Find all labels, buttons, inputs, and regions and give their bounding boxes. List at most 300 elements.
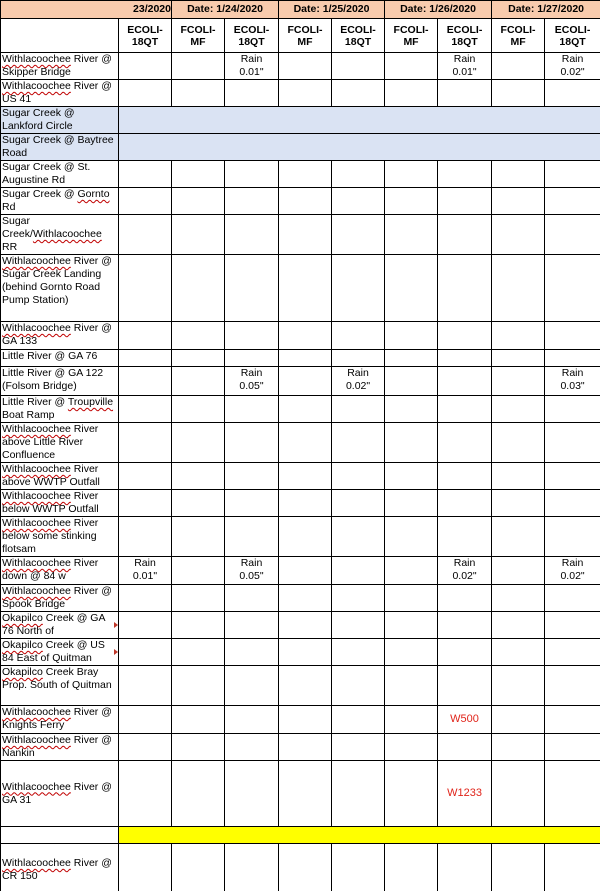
reading-cell [172,161,225,188]
reading-cell [545,517,600,557]
reading-cell [172,396,225,423]
reading-cell [119,255,172,322]
reading-cell [332,161,385,188]
spellcheck-underlined-word: Okapilco [2,612,43,624]
reading-cell: Rain 0.05" [225,557,279,585]
reading-cell [545,255,600,322]
reading-cell [332,423,385,463]
reading-cell [332,255,385,322]
reading-cell [438,255,492,322]
reading-cell [385,612,438,639]
site-row [1,396,600,423]
sample-id: W1233 [438,761,492,827]
reading-cell [438,215,492,255]
reading-cell [385,322,438,350]
reading-cell [225,490,279,517]
spellcheck-underlined-word: Okapilco [2,639,43,651]
parameter-header: ECOLI- 18QT [332,19,385,53]
parameter-header-row [1,19,600,53]
reading-cell [279,463,332,490]
spellcheck-underlined-word: Withlacoochee [2,706,71,718]
parameter-header: ECOLI- 18QT [545,19,600,53]
spellcheck-underlined-word: Withlacoochee [2,322,71,334]
spellcheck-underlined-word: Gornto [77,188,110,200]
reading-cell [119,350,172,367]
reading-cell [385,215,438,255]
reading-cell [279,490,332,517]
reading-cell [332,666,385,706]
spellcheck-underlined-word: Withlacoochee [2,490,71,502]
reading-cell [279,215,332,255]
reading-cell [225,188,279,215]
reading-cell [279,255,332,322]
reading-cell [545,639,600,666]
reading-cell [225,161,279,188]
reading-cell [545,585,600,612]
reading-cell [385,80,438,107]
reading-cell [172,490,225,517]
site-name: Withlacoochee River @ US 41 [1,80,119,107]
site-name: Withlacoochee River above Little River Confluence [1,423,119,463]
reading-cell [119,367,172,396]
reading-cell [385,761,438,827]
reading-cell [172,666,225,706]
reading-cell [332,322,385,350]
site-name: Withlacoochee River @ Nankin [1,734,119,761]
reading-cell [545,215,600,255]
reading-cell [492,666,545,706]
reading-cell [172,255,225,322]
spellcheck-underlined-word: Withlacoochee [2,423,71,435]
reading-cell [279,557,332,585]
reading-cell [492,255,545,322]
reading-cell [438,80,492,107]
site-row [1,666,600,706]
reading-cell [172,844,225,891]
site-name: Withlacoochee River @ Skipper Bridge [1,53,119,80]
reading-cell [119,396,172,423]
reading-cell [172,517,225,557]
reading-cell [492,463,545,490]
site-row [1,557,600,585]
reading-cell [119,490,172,517]
site-row [1,53,600,80]
spellcheck-underlined-word: Withlacoochee [2,857,71,869]
reading-cell [119,322,172,350]
parameter-header: ECOLI- 18QT [225,19,279,53]
reading-cell [492,490,545,517]
reading-cell [119,844,172,891]
site-name: Sugar Creek/Withlacoochee RR [1,215,119,255]
site-name: Sugar Creek @ Baytree Road [1,134,119,161]
reading-cell [385,517,438,557]
site-row [1,107,600,134]
reading-cell [279,53,332,80]
parameter-header: FCOLI- MF [279,19,332,53]
reading-cell [385,734,438,761]
reading-cell [225,706,279,734]
site-row [1,517,600,557]
reading-cell [492,396,545,423]
reading-cell [545,188,600,215]
reading-cell [332,585,385,612]
reading-cell [225,666,279,706]
site-name: Sugar Creek @ Gornto Rd [1,188,119,215]
reading-cell [492,53,545,80]
reading-cell [438,585,492,612]
reading-cell [545,80,600,107]
reading-cell [225,585,279,612]
reading-cell [545,761,600,827]
reading-cell [279,585,332,612]
reading-cell [385,490,438,517]
reading-cell [545,734,600,761]
spellcheck-underlined-word: Okapilco [2,666,43,678]
reading-cell [279,188,332,215]
site-row [1,734,600,761]
site-row [1,215,600,255]
reading-cell [332,734,385,761]
site-name [1,827,119,844]
reading-cell: Rain 0.03" [545,367,600,396]
reading-cell [438,367,492,396]
reading-cell [279,612,332,639]
spellcheck-underlined-word: Withlacoochee [2,734,71,746]
reading-cell [172,215,225,255]
reading-cell [172,612,225,639]
site-name: Okapilco Creek @ US 84 East of Quitman [1,639,119,666]
reading-cell [332,761,385,827]
reading-cell [492,80,545,107]
parameter-header: FCOLI- MF [385,19,438,53]
reading-cell [225,844,279,891]
date-header: Date: 1/25/2020 [279,1,385,19]
reading-cell [279,844,332,891]
reading-cell [332,612,385,639]
reading-cell [332,490,385,517]
site-name: Withlacoochee River @ Sugar Creek Landing (behind Gornto Road Pump Station) [1,255,119,322]
reading-cell [172,367,225,396]
reading-cell [119,612,172,639]
spellcheck-underlined-word: Withlacoochee [2,80,71,92]
spellcheck-underlined-word: Withlacoochee [2,255,71,267]
site-name: Withlacoochee River above WWTP Outfall [1,463,119,490]
site-row [1,585,600,612]
reading-cell [119,517,172,557]
reading-cell: Rain 0.01" [225,53,279,80]
reading-cell [385,666,438,706]
reading-cell [225,396,279,423]
site-row [1,255,600,322]
spellcheck-underlined-word: Withlacoochee [2,463,71,475]
spellcheck-underlined-word: Withlacoochee [2,780,71,793]
reading-cell [172,322,225,350]
reading-cell [332,350,385,367]
reading-cell [172,53,225,80]
reading-cell [438,844,492,891]
site-row [1,134,600,161]
reading-cell [492,844,545,891]
site-row [1,827,600,844]
reading-cell: Rain 0.05" [225,367,279,396]
reading-cell [279,706,332,734]
reading-cell [438,666,492,706]
reading-cell [119,423,172,463]
reading-cell [438,423,492,463]
reading-cell [438,350,492,367]
reading-cell [279,423,332,463]
reading-cell [545,463,600,490]
highlight-band [119,107,600,134]
reading-cell [172,585,225,612]
reading-cell [119,80,172,107]
reading-cell [332,396,385,423]
spellcheck-underlined-word: Withlacoochee [32,228,102,240]
reading-cell [332,517,385,557]
reading-cell [279,322,332,350]
highlight-band [119,134,600,161]
reading-cell: Rain 0.02" [332,367,385,396]
date-header-row [1,1,600,19]
reading-cell [492,557,545,585]
reading-cell [385,367,438,396]
site-row [1,463,600,490]
reading-cell [438,734,492,761]
parameter-header: ECOLI- 18QT [119,19,172,53]
reading-cell [438,188,492,215]
reading-cell [172,350,225,367]
reading-cell: Rain 0.02" [545,53,600,80]
reading-cell [332,53,385,80]
site-name: Withlacoochee River @ GA 133 [1,322,119,350]
reading-cell [172,188,225,215]
reading-cell [385,188,438,215]
cell-comment-indicator-icon [114,649,118,655]
reading-cell [225,350,279,367]
reading-cell [385,844,438,891]
reading-cell: Rain 0.02" [438,557,492,585]
reading-cell [492,517,545,557]
reading-cell [172,423,225,463]
reading-cell [545,322,600,350]
site-name: Okapilco Creek @ GA 76 North of [1,612,119,639]
reading-cell [385,53,438,80]
reading-cell [279,734,332,761]
reading-cell [279,367,332,396]
site-name: Sugar Creek @ Lankford Circle [1,107,119,134]
spellcheck-underlined-word: Withlacoochee [2,557,71,569]
reading-cell [332,639,385,666]
site-name: Little River @ Troupville Boat Ramp [1,396,119,423]
site-row [1,161,600,188]
reading-cell [332,463,385,490]
reading-cell [438,463,492,490]
reading-cell [225,612,279,639]
site-name: Sugar Creek @ St. Augustine Rd [1,161,119,188]
reading-cell [225,322,279,350]
reading-cell [279,396,332,423]
reading-cell [438,322,492,350]
site-row [1,367,600,396]
reading-cell [119,734,172,761]
site-row [1,761,600,827]
reading-cell [225,734,279,761]
reading-cell [332,188,385,215]
reading-cell [225,80,279,107]
reading-cell [545,423,600,463]
reading-cell [545,396,600,423]
reading-cell [225,463,279,490]
reading-cell [172,557,225,585]
reading-cell [385,585,438,612]
reading-cell [438,161,492,188]
reading-cell [545,350,600,367]
spellcheck-underlined-word: Withlacoochee [2,53,71,65]
sample-id: W500 [438,706,492,734]
reading-cell [545,490,600,517]
reading-cell [545,666,600,706]
reading-cell [385,255,438,322]
site-row [1,350,600,367]
site-name: Withlacoochee River below WWTP Outfall [1,490,119,517]
reading-cell [225,423,279,463]
reading-cell [172,734,225,761]
date-header: Date: 1/24/2020 [172,1,279,19]
reading-cell [119,761,172,827]
reading-cell [492,350,545,367]
reading-cell [492,585,545,612]
date-header: Date: 1/26/2020 [385,1,492,19]
reading-cell [332,80,385,107]
reading-cell [172,639,225,666]
spellcheck-underlined-word: Withlacoochee [2,585,71,597]
reading-cell [279,761,332,827]
reading-cell [225,517,279,557]
site-row [1,612,600,639]
reading-cell [172,706,225,734]
reading-cell [385,706,438,734]
reading-cell [225,639,279,666]
reading-cell [279,517,332,557]
site-row [1,423,600,463]
reading-cell [545,161,600,188]
cell-comment-indicator-icon [114,622,118,628]
reading-cell [492,639,545,666]
reading-cell [438,639,492,666]
reading-cell [385,463,438,490]
site-name: Little River @ GA 122 (Folsom Bridge) [1,367,119,396]
reading-cell [438,517,492,557]
reading-cell [438,490,492,517]
reading-cell [492,761,545,827]
spellcheck-underlined-word: Troupville [67,396,114,408]
site-name: Withlacoochee River below some stinking flotsam [1,517,119,557]
reading-cell [492,322,545,350]
reading-cell [119,706,172,734]
site-row [1,639,600,666]
site-name: Withlacoochee River @ GA 31 [1,761,119,827]
parameter-header: ECOLI- 18QT [438,19,492,53]
parameter-header: FCOLI- MF [492,19,545,53]
parameter-header: FCOLI- MF [172,19,225,53]
date-header: Date: 1/27/2020 [492,1,600,19]
reading-cell [385,557,438,585]
site-row [1,80,600,107]
reading-cell [119,161,172,188]
site-name: Okapilco Creek Bray Prop. South of Quitman [1,666,119,706]
reading-cell [332,706,385,734]
reading-cell [545,844,600,891]
site-name: Withlacoochee River @ Spook Bridge [1,585,119,612]
highlight-band [119,827,600,844]
site-name: Little River @ GA 76 [1,350,119,367]
reading-cell [332,557,385,585]
reading-cell [492,612,545,639]
site-name: Withlacoochee River down @ 84 w [1,557,119,585]
reading-cell [545,612,600,639]
reading-cell [385,423,438,463]
reading-cell [492,161,545,188]
reading-cell [385,396,438,423]
reading-cell [225,761,279,827]
reading-cell [225,215,279,255]
reading-cell [172,463,225,490]
reading-cell [438,396,492,423]
site-row [1,706,600,734]
reading-cell [545,706,600,734]
reading-cell [492,367,545,396]
site-row [1,188,600,215]
reading-cell [119,188,172,215]
reading-cell [332,844,385,891]
site-name: Withlacoochee River @ CR 150 [1,844,119,891]
reading-cell [279,666,332,706]
reading-cell [385,161,438,188]
spellcheck-underlined-word: Withlacoochee [2,517,71,529]
reading-cell [279,350,332,367]
site-row [1,490,600,517]
reading-cell [279,161,332,188]
reading-cell [385,639,438,666]
reading-cell [119,463,172,490]
site-row [1,844,600,891]
site-row [1,322,600,350]
reading-cell [225,255,279,322]
reading-cell [279,80,332,107]
reading-cell [119,585,172,612]
reading-cell [492,423,545,463]
reading-cell [438,612,492,639]
reading-cell: Rain 0.02" [545,557,600,585]
reading-cell [492,188,545,215]
reading-cell: Rain 0.01" [438,53,492,80]
reading-cell [172,80,225,107]
reading-cell [492,734,545,761]
reading-cell [492,706,545,734]
reading-cell [119,666,172,706]
reading-cell [172,761,225,827]
reading-cell [119,639,172,666]
reading-cell [332,215,385,255]
reading-cell [119,53,172,80]
site-header [1,19,119,53]
reading-cell: Rain 0.01" [119,557,172,585]
reading-cell [385,350,438,367]
reading-cell [492,215,545,255]
reading-cell [119,215,172,255]
date-header: 23/2020 [1,1,172,19]
reading-cell [279,639,332,666]
